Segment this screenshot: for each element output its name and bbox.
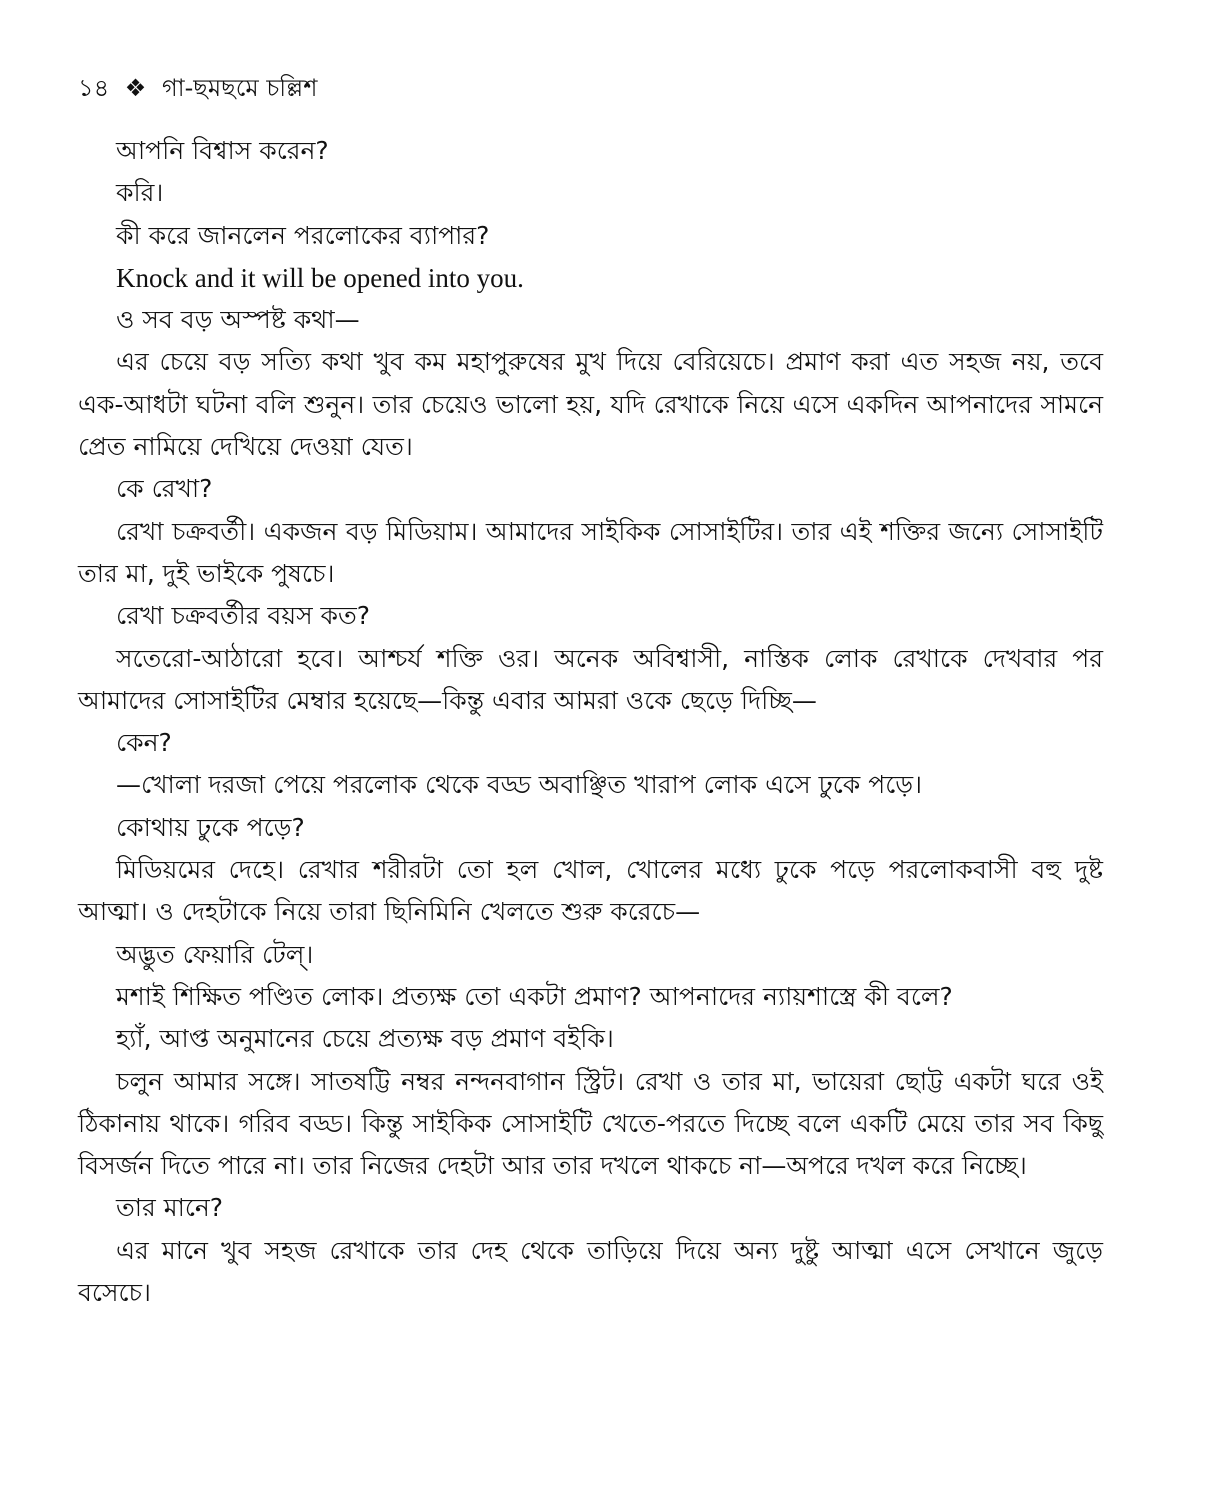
paragraph: রেখা চক্রবর্তীর বয়স কত? [116, 601, 371, 631]
paragraph: তার মানে? [116, 1193, 224, 1223]
paragraph: —খোলা দরজা পেয়ে পরলোক থেকে বড্ড অবাঞ্ছিত খারাপ লোক এসে ঢুকে পড়ে। [116, 770, 923, 800]
paragraph: আপনি বিশ্বাস করেন? [116, 136, 329, 165]
paragraph: করি। [116, 178, 164, 208]
paragraph: কে রেখা? [116, 474, 213, 504]
paragraph: মিডিয়মের দেহে। রেখার শরীরটা তো হল খোল, খোলের মধ্যে ঢুকে পড়ে পরলোকবাসী বহু দুষ্ট আত্মা। ও দেহটাকে নিয়ে তারা ছিনিমিনি খেলতে শুরু করেচে— [78, 855, 1103, 927]
paragraph: কোথায় ঢুকে পড়ে? [116, 812, 305, 842]
paragraph: রেখা চক্রবর্তী। একজন বড় মিডিয়াম। আমাদের সাইকিক সোসাইটির। তার এই শক্তির জন্যে সোসাইটি তার মা, দুই ভাইকে পুষচে। [78, 516, 1103, 588]
paragraph: হ্যাঁ, আপ্ত অনুমানের চেয়ে প্রত্যক্ষ বড় প্রমাণ বইকি। [116, 1024, 614, 1054]
paragraph: ও সব বড় অস্পষ্ট কথা— [116, 305, 360, 335]
paragraph: কেন? [116, 728, 172, 758]
book-title: গা-ছমছমে চল্লিশ [161, 74, 318, 102]
ornament-icon: ❖ [124, 74, 147, 102]
paragraph: সতেরো-আঠারো হবে। আশ্চর্য শক্তি ওর। অনেক অবিশ্বাসী, নাস্তিক লোক রেখাকে দেখবার পর আমাদের সোসাইটির মেম্বার হয়েছে—কিন্তু এবার আমরা ওকে ছেড়ে দিচ্ছি— [78, 643, 1103, 715]
paragraph: কী করে জানলেন পরলোকের ব্যাপার? [116, 220, 490, 250]
paragraph: Knock and it will be opened into you. [116, 262, 524, 293]
paragraph: মশাই শিক্ষিত পণ্ডিত লোক। প্রত্যক্ষ তো একটা প্রমাণ? আপনাদের ন্যায়শাস্ত্রে কী বলে? [116, 981, 953, 1011]
paragraph: এর মানে খুব সহজ রেখাকে তার দেহ থেকে তাড়িয়ে দিয়ে অন্য দুষ্টু আত্মা এসে সেখানে জুড়ে বসেচে। [78, 1235, 1103, 1308]
page-number: ১৪ [78, 74, 110, 102]
paragraph: চলুন আমার সঙ্গে। সাতষট্টি নম্বর নন্দনবাগান স্ট্রিট। রেখা ও তার মা, ভায়েরা ছোট্ট একটা ঘরে ওই ঠিকানায় থাকে। গরিব বড্ড। কিন্তু সাইকিক সোসাইটি খেতে-পরতে দিচ্ছে বলে একটি মেয়ে তার সব কিছু বিসর্জন দিতে পারে না। তার নিজের দেহটা আর তার দখলে থাকচে না—অপরে দখল করে নিচ্ছে। [78, 1066, 1103, 1181]
running-header [78, 68, 1103, 108]
page-body [78, 130, 1103, 1314]
paragraph: এর চেয়ে বড় সত্যি কথা খুব কম মহাপুরুষের মুখ দিয়ে বেরিয়েচে। প্রমাণ করা এত সহজ নয়, তবে এক-আধটা ঘটনা বলি শুনুন। তার চেয়েও ভালো হয়, যদি রেখাকে নিয়ে এসে একদিন আপনাদের সামনে প্রেত নামিয়ে দেখিয়ে দেওয়া যেত। [78, 347, 1103, 462]
book-page [78, 68, 1103, 1314]
paragraph: অদ্ভুত ফেয়ারি টেল্। [116, 939, 314, 969]
